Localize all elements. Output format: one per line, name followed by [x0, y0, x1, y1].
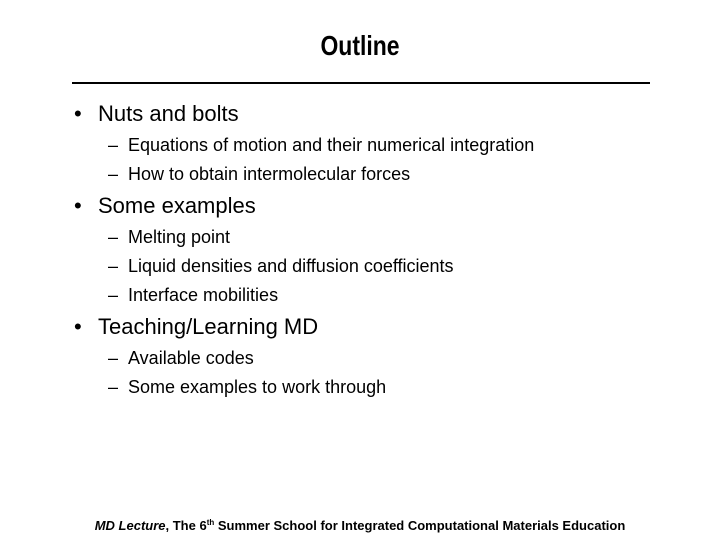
- dash-marker: –: [108, 135, 119, 155]
- dash-marker: –: [108, 285, 119, 305]
- sub-bullet-item: [108, 255, 454, 277]
- bullet-text: Nuts and bolts: [98, 101, 239, 126]
- slide-footer: [0, 518, 720, 534]
- footer-school: Summer School for Integrated Computational Materials Education: [214, 518, 626, 533]
- sub-bullet-item: [108, 163, 411, 185]
- footer-lecture: MD Lecture: [94, 518, 166, 533]
- footer-separator: , The 6: [165, 518, 207, 533]
- sub-bullet-text: Interface mobilities: [128, 285, 279, 305]
- sub-bullet-text: Liquid densities and diffusion coefficients: [128, 256, 454, 276]
- sub-bullet-item: [108, 134, 535, 156]
- sub-bullet-text: Available codes: [128, 348, 254, 368]
- dash-marker: –: [108, 377, 119, 397]
- bullet-item: [74, 101, 239, 127]
- dash-marker: –: [108, 164, 119, 184]
- dash-marker: –: [108, 348, 119, 368]
- sub-bullet-text: Melting point: [128, 227, 231, 247]
- bullet-text: Some examples: [98, 193, 256, 218]
- sub-bullet-item: [108, 226, 231, 248]
- sub-bullet-text: Some examples to work through: [128, 377, 387, 397]
- sub-bullet-item: [108, 376, 387, 398]
- bullet-text: Teaching/Learning MD: [98, 314, 319, 339]
- sub-bullet-text: Equations of motion and their numerical integration: [128, 135, 535, 155]
- bullet-marker: •: [74, 101, 82, 126]
- footer-ordinal-suffix: th: [206, 518, 215, 527]
- bullet-item: [74, 193, 256, 219]
- sub-bullet-item: [108, 347, 254, 369]
- slide-title: Outline: [320, 30, 400, 61]
- bullet-marker: •: [74, 314, 82, 339]
- sub-bullet-text: How to obtain intermolecular forces: [128, 164, 411, 184]
- sub-bullet-item: [108, 284, 279, 306]
- bullet-item: [74, 314, 318, 340]
- dash-marker: –: [108, 227, 119, 247]
- dash-marker: –: [108, 256, 119, 276]
- bullet-marker: •: [74, 193, 82, 218]
